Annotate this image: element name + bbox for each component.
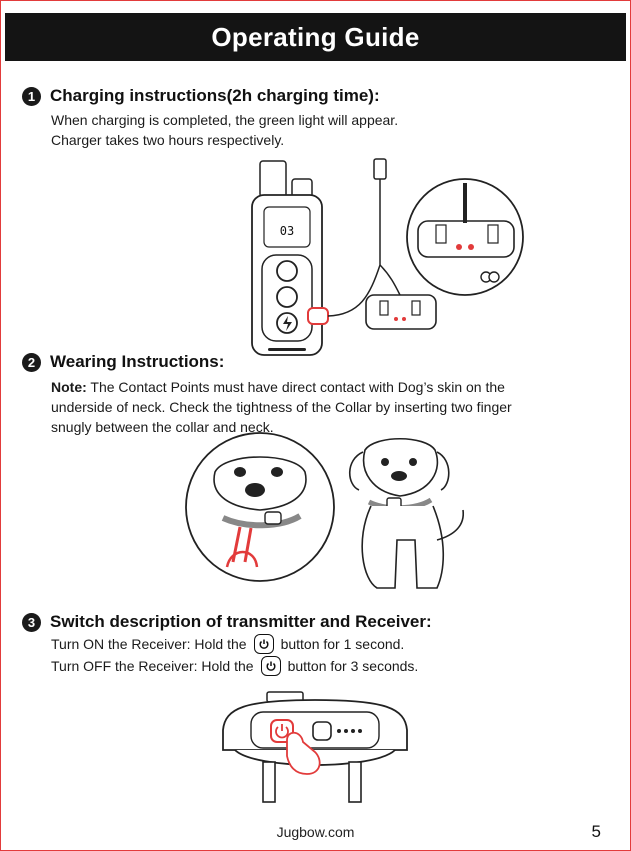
usb-plug-icon <box>374 159 386 179</box>
section-wearing-title <box>22 352 224 372</box>
section-switch-title <box>22 612 432 632</box>
switch-heading: Switch description of transmitter and Receiver: <box>50 612 432 631</box>
vibrate-button-icon <box>277 287 297 307</box>
turn-on-prefix: Turn ON the Receiver: Hold the <box>51 636 247 652</box>
page-header <box>5 13 626 61</box>
charging-line-2: Charger takes two hours respectively. <box>51 132 285 148</box>
dog-with-collar-icon <box>345 430 475 595</box>
wearing-line-2: underside of neck. Check the tightness of the Collar by inserting two finger <box>51 399 512 415</box>
receiver-power-illustration <box>215 690 415 815</box>
wearing-line-3: snugly between the collar and neck. <box>51 419 274 435</box>
contact-point-left-icon <box>263 762 275 802</box>
wearing-line-1: The Contact Points must have direct contact with Dog’s skin on the <box>90 379 505 395</box>
charging-heading: Charging instructions(2h charging time): <box>50 86 380 105</box>
turn-off-prefix: Turn OFF the Receiver: Hold the <box>51 658 254 674</box>
step-number-3: 3 <box>22 613 41 632</box>
page-number: 5 <box>591 822 601 841</box>
footer-site: Jugbow.com <box>276 824 355 840</box>
switch-instructions <box>51 633 418 677</box>
wearing-instructions <box>51 377 512 437</box>
step-number-2: 2 <box>22 353 41 372</box>
power-button-icon <box>261 656 281 676</box>
charging-illustration <box>240 155 540 365</box>
page-title: Operating Guide <box>211 21 420 52</box>
charging-port-highlight <box>308 308 328 324</box>
power-button-icon <box>254 634 274 654</box>
collar-fit-closeup <box>185 432 335 582</box>
turn-on-line <box>51 633 418 655</box>
contact-point-right-icon <box>349 762 361 802</box>
turn-on-suffix: button for 1 second. <box>280 636 405 652</box>
section-charging-title <box>22 86 380 106</box>
receiver-icon <box>366 295 436 329</box>
step-number-1: 1 <box>22 87 41 106</box>
charging-instructions <box>51 110 398 150</box>
wearing-heading: Wearing Instructions: <box>50 352 225 371</box>
sound-button-icon <box>277 261 297 281</box>
charging-line-1: When charging is completed, the green light will appear. <box>51 112 399 128</box>
transmitter-display: 03 <box>279 224 295 238</box>
note-label: Note: <box>51 379 87 395</box>
turn-off-suffix: button for 3 seconds. <box>287 658 419 674</box>
turn-off-line <box>51 655 418 677</box>
